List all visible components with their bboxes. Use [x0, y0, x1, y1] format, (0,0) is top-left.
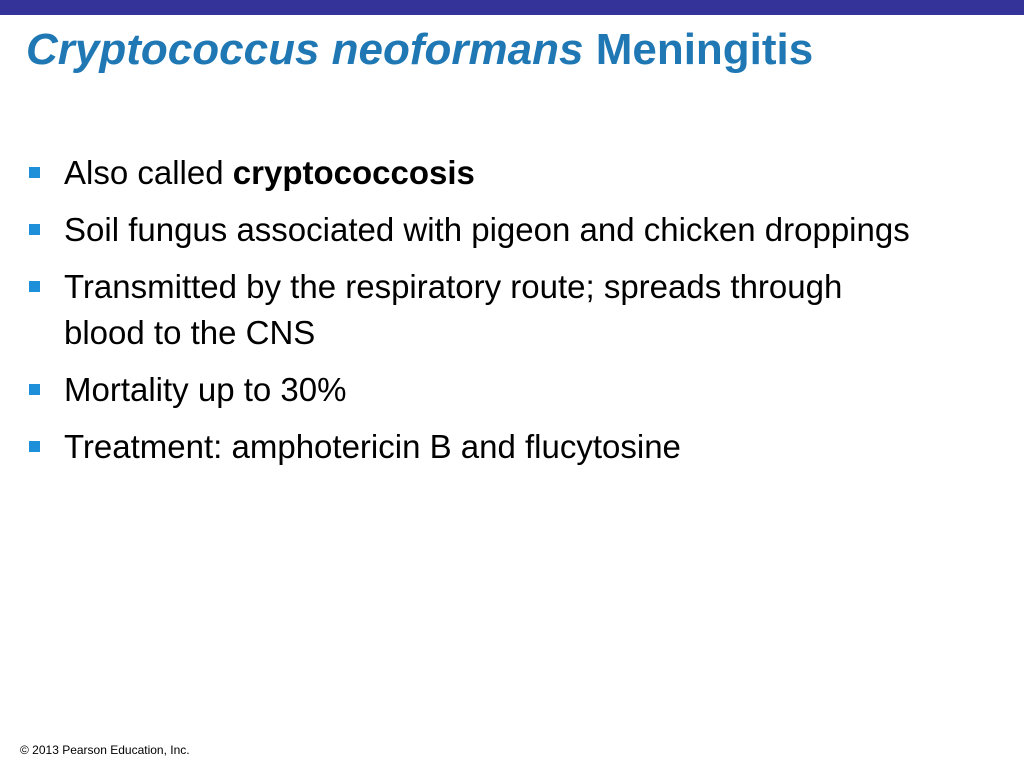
square-bullet-icon [29, 167, 40, 178]
bullet-text: Soil fungus associated with pigeon and chicken droppings [64, 211, 910, 248]
bullet-text: Treatment: amphotericin B and flucytosine [64, 428, 681, 465]
bullet-item-also-called [26, 150, 926, 196]
bullet-text: Mortality up to 30% [64, 371, 347, 408]
square-bullet-icon [29, 384, 40, 395]
copyright-footer: © 2013 Pearson Education, Inc. [20, 743, 190, 757]
square-bullet-icon [29, 281, 40, 292]
square-bullet-icon [29, 441, 40, 452]
bullet-item-transmission [26, 264, 926, 356]
bullet-item-mortality [26, 367, 926, 413]
title-italic-part: Cryptococcus neoformans [26, 25, 584, 74]
bullet-bold-term: cryptococcosis [232, 154, 475, 191]
square-bullet-icon [29, 224, 40, 235]
title-regular-part: Meningitis [595, 25, 814, 74]
bullet-item-soil-fungus [26, 207, 926, 253]
bullet-list [26, 150, 926, 481]
slide-title [26, 22, 813, 78]
top-accent-bar [0, 0, 1024, 15]
bullet-text: Also called [64, 154, 233, 191]
bullet-item-treatment [26, 424, 926, 470]
bullet-text: Transmitted by the respiratory route; spreads through blood to the CNS [64, 268, 843, 351]
